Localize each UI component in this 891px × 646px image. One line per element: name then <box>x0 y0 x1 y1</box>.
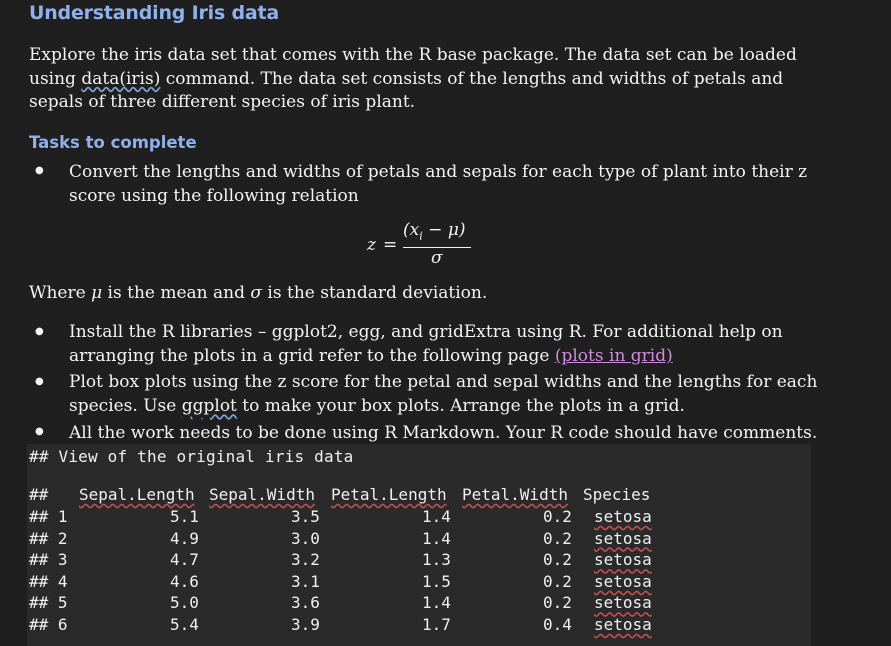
code-output-block <box>27 444 811 646</box>
table-cell: 4.7 <box>170 550 199 570</box>
table-cell: 1.5 <box>422 571 451 591</box>
table-cell: 1.4 <box>422 528 451 548</box>
header-prefix: ## <box>29 485 49 504</box>
table-cell: setosa <box>594 593 652 613</box>
page-title: Understanding Iris data <box>29 2 280 24</box>
task-3: Plot box plots using the z score for the petal and sepal widths and the lengths for each species. Use ggplot to make your box plots. Arrange the plots in a grid. <box>69 372 818 416</box>
z-score-formula <box>367 220 487 270</box>
table-cell: 3.6 <box>291 593 320 613</box>
intro-text-2: command. The data set consists of the lengths and widths of petals and sepals of three different species of iris plant. <box>29 68 784 112</box>
table-cell: 3.0 <box>291 528 320 548</box>
table-cell: setosa <box>594 571 652 591</box>
row-index: ## 2 <box>29 528 68 548</box>
task-1: Convert the lengths and widths of petals and sepals for each type of plant into their z score using the following relation <box>69 162 808 206</box>
table-cell: setosa <box>594 615 652 634</box>
table-cell: 0.2 <box>543 593 572 613</box>
task-4: All the work needs to be done using R Markdown. Your R code should have comments. <box>69 423 818 443</box>
code-comment: ## View of the original iris data <box>29 447 354 466</box>
tasks-heading: Tasks to complete <box>29 133 197 152</box>
table-cell: 3.9 <box>291 615 320 634</box>
col-header-petal-width: Petal.Width <box>462 485 568 504</box>
table-cell: 0.4 <box>543 615 572 634</box>
row-index: ## 1 <box>29 507 68 526</box>
table-cell: 0.2 <box>543 550 572 570</box>
table-cell: 0.2 <box>543 571 572 591</box>
table-cell: 3.2 <box>291 550 320 570</box>
row-index: ## 3 <box>29 550 68 570</box>
formula-lhs: z <box>367 235 376 255</box>
table-cell: setosa <box>594 550 652 570</box>
row-index: ## 6 <box>29 615 68 634</box>
intro-paragraph <box>29 44 819 115</box>
table-cell: 3.1 <box>291 571 320 591</box>
col-header-sepal-width: Sepal.Width <box>209 485 315 504</box>
table-cell: 5.0 <box>170 593 199 613</box>
table-cell: 4.6 <box>170 571 199 591</box>
table-cell: 5.4 <box>170 615 199 634</box>
data-command: data(iris) <box>81 68 161 89</box>
intro-text-1: Explore the iris data set that comes with the R base package. The data set can be loaded using <box>29 45 797 89</box>
formula-denominator: σ <box>431 248 443 268</box>
where-text: Where μ is the mean and σ is the standard deviation. <box>29 283 488 303</box>
col-header-sepal-length: Sepal.Length <box>79 485 195 504</box>
table-cell: 4.9 <box>170 528 199 548</box>
bullet-icon: ● <box>35 165 44 176</box>
formula-numerator: $(x_i - \mu)$ <box>403 220 466 243</box>
row-index: ## 4 <box>29 571 68 591</box>
table-cell: 0.2 <box>543 528 572 548</box>
table-cell: 1.3 <box>422 550 451 570</box>
bullet-icon: ● <box>35 426 44 437</box>
formula-equals: = <box>383 235 398 255</box>
ggplot-word: ggplot <box>181 396 237 416</box>
col-header-species: Species <box>583 485 651 504</box>
table-cell: 3.5 <box>291 507 320 526</box>
bullet-icon: ● <box>35 326 44 337</box>
table-cell: setosa <box>594 528 652 548</box>
table-cell: setosa <box>594 507 652 526</box>
table-cell: 0.2 <box>543 507 572 526</box>
bullet-icon: ● <box>35 376 44 387</box>
table-cell: 1.4 <box>422 593 451 613</box>
row-index: ## 5 <box>29 593 68 613</box>
table-cell: 1.4 <box>422 507 451 526</box>
col-header-petal-length: Petal.Length <box>331 485 447 504</box>
table-cell: 1.7 <box>422 615 451 634</box>
plots-in-grid-link[interactable]: (plots in grid) <box>554 346 673 366</box>
task-2: Install the R libraries – ggplot2, egg, and gridExtra using R. For additional help on arranging the plots in a grid refer to the following page (plots in grid) <box>69 322 783 366</box>
table-cell: 5.1 <box>170 507 199 526</box>
